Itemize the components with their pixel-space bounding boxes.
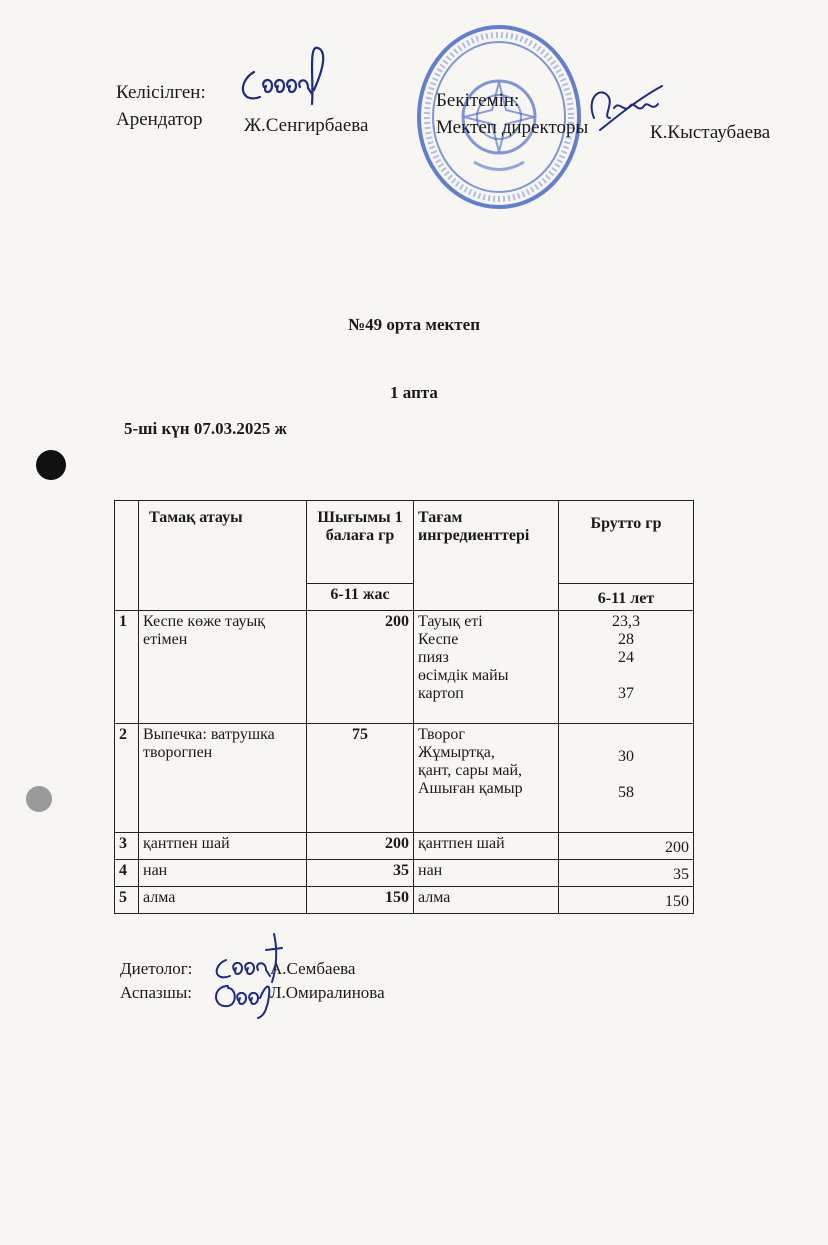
tenant-name: Ж.Сенгирбаева	[244, 115, 369, 136]
gross-value-empty	[563, 766, 689, 784]
director-label: Мектеп директоры	[436, 117, 589, 138]
row-dish-name: алма	[139, 887, 307, 914]
ingredient-item: Ашыған қамыр	[418, 780, 523, 797]
row-num: 3	[115, 833, 139, 860]
row-yield: 150	[307, 887, 414, 914]
row-ingredients: алма	[414, 887, 559, 914]
row-num: 5	[115, 887, 139, 914]
header-gross: Брутто гр	[559, 501, 694, 584]
row-yield: 200	[307, 833, 414, 860]
gross-value: 30	[618, 748, 634, 765]
ingredient-item: пияз	[418, 649, 449, 666]
approved-label: Бекітемін:	[436, 90, 520, 111]
week-title: 1 апта	[390, 383, 438, 402]
table-header-row	[115, 501, 694, 584]
agreed-label: Келісілген:	[116, 82, 206, 103]
gross-value: 24	[618, 649, 634, 666]
table-row	[115, 724, 694, 833]
row-yield: 75	[307, 724, 414, 833]
director-name: К.Кыстаубаева	[650, 122, 771, 143]
punch-hole-top	[36, 450, 66, 480]
tenant-signature	[232, 42, 332, 112]
school-title: №49 орта мектеп	[348, 315, 480, 334]
table-row	[115, 611, 694, 724]
row-dish-name: нан	[139, 860, 307, 887]
dietitian-label: Диетолог:	[120, 959, 193, 978]
ingredient-item: өсімдік майы	[418, 667, 509, 684]
row-ingredients: қантпен шай	[414, 833, 559, 860]
row-dish-name: Кеспе көже тауық етімен	[139, 611, 307, 724]
row-gross: 35	[559, 860, 694, 887]
ingredient-item: Творог	[418, 726, 465, 743]
table-row	[115, 887, 694, 914]
gross-value: 37	[618, 685, 634, 702]
punch-hole-bottom	[26, 786, 52, 812]
tenant-label: Арендатор	[116, 109, 203, 130]
gross-value: 58	[618, 784, 634, 801]
ingredient-item: Жұмыртқа,	[418, 744, 495, 761]
ingredient-item: Тауық еті	[418, 613, 483, 630]
ingredient-item: қант, сары май,	[418, 762, 523, 779]
ingredient-item: картоп	[418, 685, 464, 702]
row-dish-name: Выпечка: ватрушка творогпен	[139, 724, 307, 833]
table-row	[115, 860, 694, 887]
row-ingredients: нан	[414, 860, 559, 887]
ingredient-item: Кеспе	[418, 631, 459, 648]
row-dish-name: қантпен шай	[139, 833, 307, 860]
header-num	[115, 501, 139, 611]
gross-value-empty	[563, 667, 689, 685]
row-ingredients	[414, 724, 559, 833]
row-num: 1	[115, 611, 139, 724]
dietitian-name: А.Сембаева	[270, 959, 356, 978]
row-gross	[559, 611, 694, 724]
gross-value: 23,3	[612, 613, 640, 630]
cook-name: Л.Омиралинова	[270, 983, 385, 1002]
row-gross: 200	[559, 833, 694, 860]
row-yield: 200	[307, 611, 414, 724]
row-gross: 150	[559, 887, 694, 914]
day-date-line: 5-ші күн 07.03.2025 ж	[124, 419, 287, 438]
gross-value: 28	[618, 631, 634, 648]
row-num: 2	[115, 724, 139, 833]
row-gross	[559, 724, 694, 833]
header-ingredients: Тағам ингредиенттері	[414, 501, 559, 611]
subheader-yield-age: 6-11 жас	[307, 584, 414, 611]
director-signature	[580, 78, 670, 138]
cook-signature	[208, 972, 278, 1022]
header-dish-name: Тамақ атауы	[139, 501, 307, 611]
row-yield: 35	[307, 860, 414, 887]
subheader-gross-age: 6-11 лет	[559, 584, 694, 611]
header-yield: Шығымы 1 балаға гр	[307, 501, 414, 584]
row-ingredients	[414, 611, 559, 724]
menu-table	[114, 500, 694, 914]
cook-label: Аспазшы:	[120, 983, 192, 1002]
table-row	[115, 833, 694, 860]
row-num: 4	[115, 860, 139, 887]
